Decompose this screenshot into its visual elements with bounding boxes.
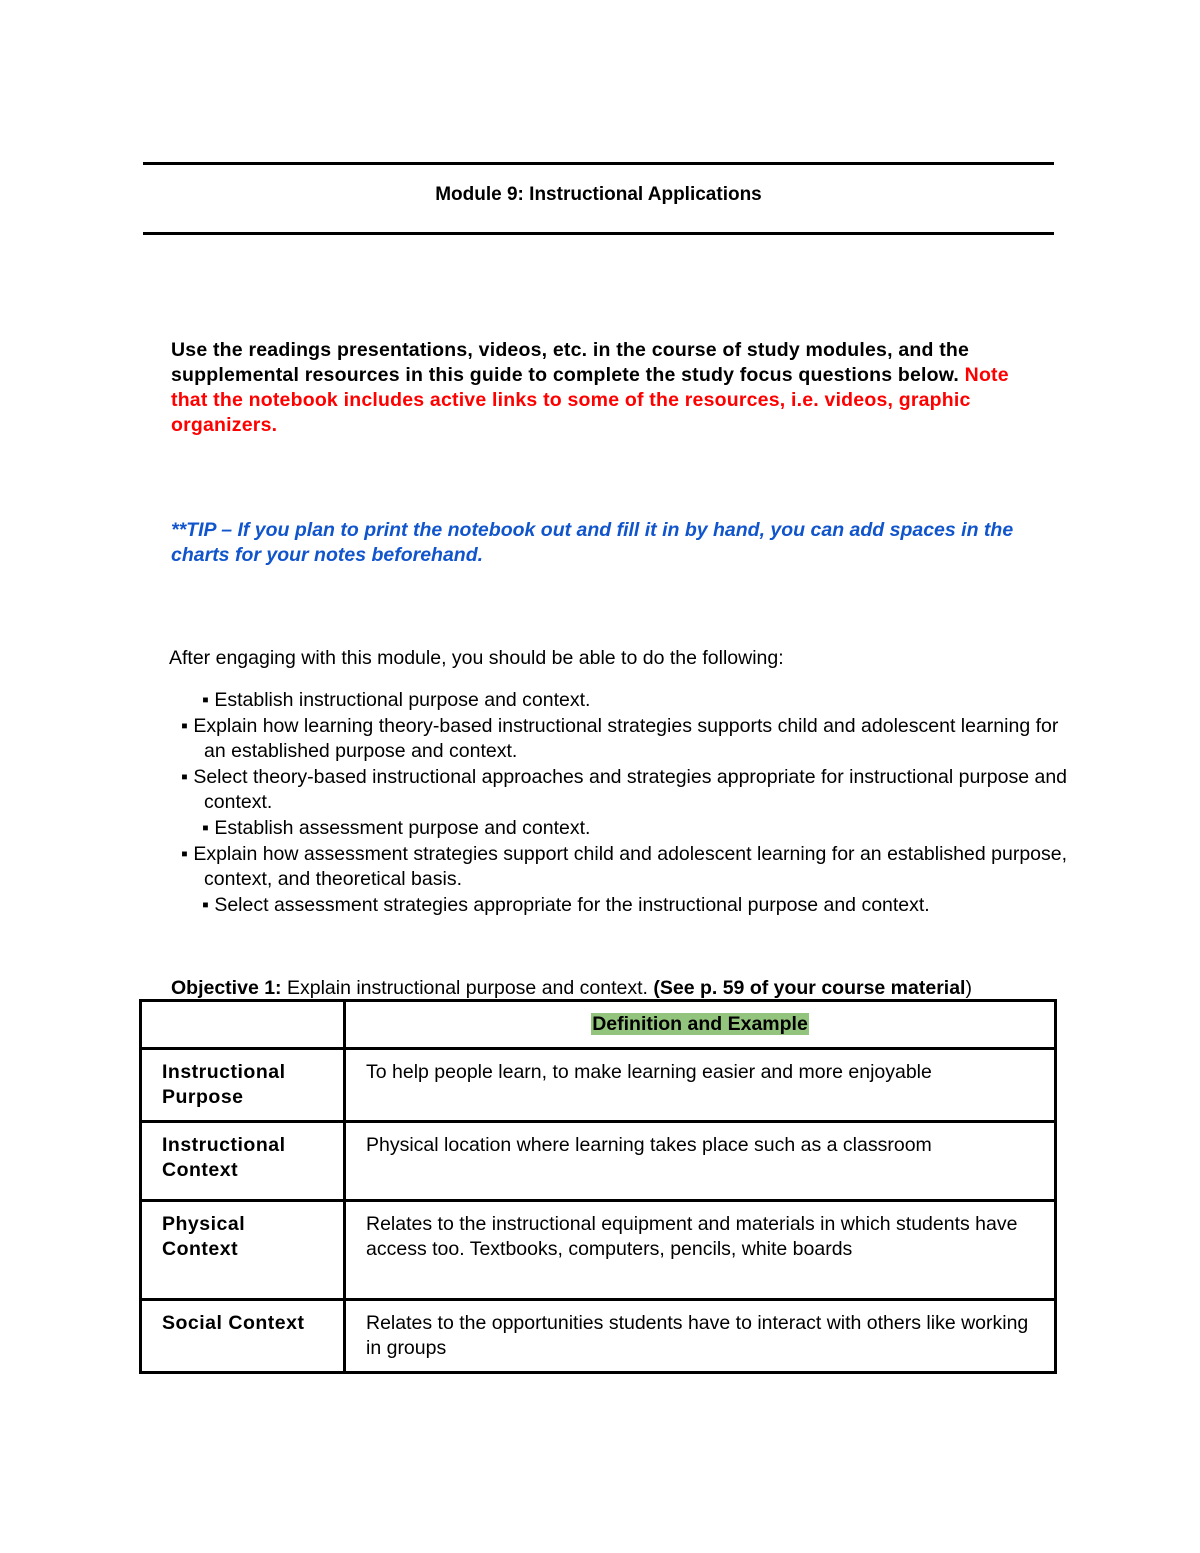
objective-item: ▪ Select assessment strategies appropriate for the instructional purpose and context. (202, 894, 930, 916)
row-label: Physical Context (141, 1201, 345, 1300)
table-row (141, 1122, 1056, 1201)
table-header-row (141, 1001, 1056, 1049)
row-definition: Physical location where learning takes place such as a classroom (345, 1122, 1056, 1201)
objective-1-label: Objective 1: (171, 977, 282, 999)
intro-note: Note that the notebook includes active links to some of the resources, i.e. videos, graphic organizers. (171, 364, 1009, 436)
intro-text: Use the readings presentations, videos, etc. in the course of study modules, and the supplemental resources in this guide to complete the study focus questions below. (171, 339, 970, 386)
objective-item: ▪ Select theory-based instructional approaches and strategies appropriate for instructional purpose and context. (181, 766, 1068, 813)
table-header-label: Definition and Example (592, 1013, 808, 1035)
objective-1-reference-close: ) (965, 977, 972, 999)
objective-item: ▪ Establish assessment purpose and context. (202, 817, 591, 839)
objective-1-heading (171, 976, 972, 1001)
row-definition: To help people learn, to make learning easier and more enjoyable (345, 1049, 1056, 1122)
objective-item: ▪ Establish instructional purpose and context. (202, 689, 591, 711)
table-row (141, 1201, 1056, 1300)
tip-paragraph: **TIP – If you plan to print the notebook out and fill it in by hand, you can add spaces in the charts for your notes beforehand. (171, 519, 1014, 566)
page-title: Module 9: Instructional Applications (435, 184, 762, 205)
objective-1-reference: (See p. 59 of your course material (653, 977, 966, 999)
definition-table (139, 999, 1057, 1374)
table-header-cell (345, 1001, 1056, 1049)
table-row (141, 1300, 1056, 1373)
bottom-divider-rule (143, 232, 1054, 235)
row-label: Instructional Purpose (141, 1049, 345, 1122)
objectives-intro: After engaging with this module, you should be able to do the following: (169, 647, 784, 669)
row-definition: Relates to the opportunities students have to interact with others like working in groups (345, 1300, 1056, 1373)
table-row (141, 1049, 1056, 1122)
row-definition: Relates to the instructional equipment and materials in which students have access too. Textbooks, computers, pencils, white boards (345, 1201, 1056, 1300)
intro-paragraph (171, 338, 1031, 438)
row-label: Social Context (141, 1300, 345, 1373)
row-label: Instructional Context (141, 1122, 345, 1201)
objectives-list (169, 688, 1069, 919)
top-divider-rule (143, 162, 1054, 165)
table-header-empty-cell (141, 1001, 345, 1049)
objective-1-text: Explain instructional purpose and context. (281, 977, 654, 999)
objective-item: ▪ Explain how learning theory-based instructional strategies supports child and adolescent learning for an established purpose and context. (181, 715, 1059, 762)
objective-item: ▪ Explain how assessment strategies support child and adolescent learning for an established purpose, context, and theoretical basis. (181, 843, 1068, 890)
